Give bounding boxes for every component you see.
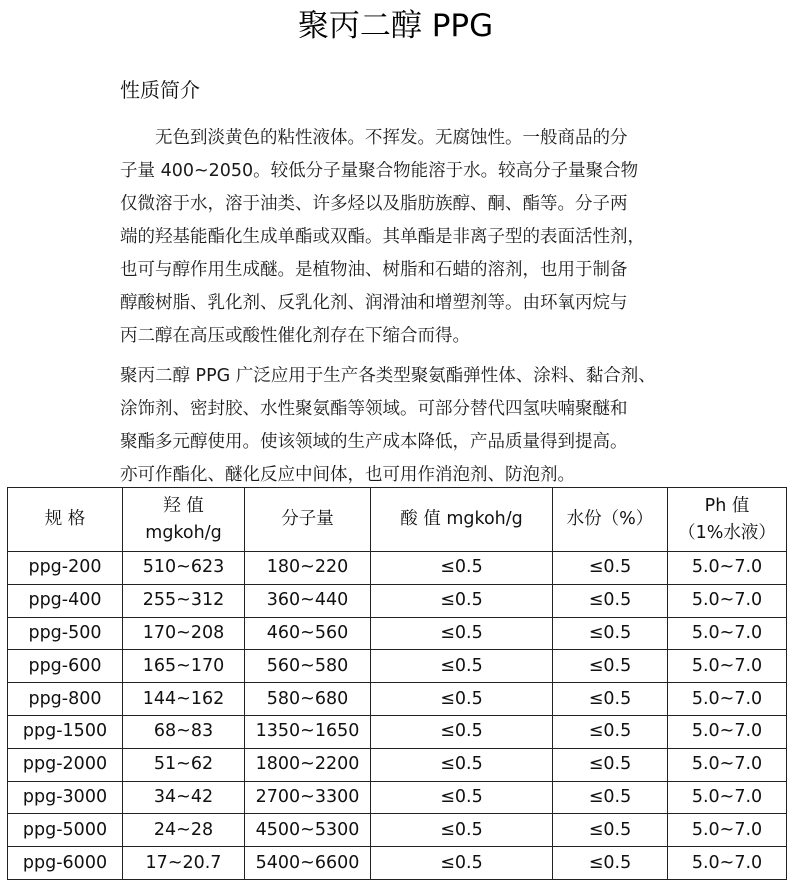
paragraph-line: 也可与醇作用生成醚。是植物油、树脂和石蜡的溶剂，也用于制备 [120,260,628,280]
cell-molecular-weight: 1350~1650 [245,715,371,748]
cell-water: ≤0.5 [553,748,668,781]
cell-acid: ≤0.5 [371,847,553,880]
cell-acid: ≤0.5 [371,552,553,585]
cell-ph: 5.0~7.0 [668,617,787,650]
paragraph-line: 醇酸树脂、乳化剂、反乳化剂、润滑油和增塑剂等。由环氧丙烷与 [120,293,628,313]
cell-hydroxyl: 255~312 [123,584,245,617]
cell-acid: ≤0.5 [371,814,553,847]
cell-ph: 5.0~7.0 [668,715,787,748]
cell-water: ≤0.5 [553,683,668,716]
cell-molecular-weight: 560~580 [245,650,371,683]
cell-hydroxyl: 165~170 [123,650,245,683]
cell-molecular-weight: 180~220 [245,552,371,585]
table-row [8,552,787,585]
paragraph-line: 聚丙二醇 PPG 广泛应用于生产各类型聚氨酯弹性体、涂料、黏合剂、 [120,366,656,386]
cell-water: ≤0.5 [553,715,668,748]
cell-spec: ppg-2000 [8,748,123,781]
table-row [8,847,787,880]
table-row [8,781,787,814]
cell-spec: ppg-6000 [8,847,123,880]
header-hydroxyl-line1: 羟 值 [163,495,204,516]
paragraph-line: 丙二醇在高压或酸性催化剂存在下缩合而得。 [120,326,470,346]
cell-water: ≤0.5 [553,617,668,650]
cell-hydroxyl: 17~20.7 [123,847,245,880]
cell-acid: ≤0.5 [371,748,553,781]
cell-molecular-weight: 360~440 [245,584,371,617]
cell-acid: ≤0.5 [371,617,553,650]
paragraph-line: 亦可作酯化、醚化反应中间体，也可用作消泡剂、防泡剂。 [120,465,575,485]
cell-molecular-weight: 2700~3300 [245,781,371,814]
cell-water: ≤0.5 [553,814,668,847]
cell-acid: ≤0.5 [371,584,553,617]
cell-hydroxyl: 24~28 [123,814,245,847]
cell-water: ≤0.5 [553,650,668,683]
cell-ph: 5.0~7.0 [668,683,787,716]
paragraph-line: 涂饰剂、密封胶、水性聚氨酯等领域。可部分替代四氢呋喃聚醚和 [120,399,628,419]
application-paragraph [120,360,710,492]
cell-ph: 5.0~7.0 [668,847,787,880]
cell-ph: 5.0~7.0 [668,552,787,585]
cell-ph: 5.0~7.0 [668,814,787,847]
cell-molecular-weight: 1800~2200 [245,748,371,781]
header-hydroxyl-line2: mgkoh/g [145,522,222,543]
cell-molecular-weight: 5400~6600 [245,847,371,880]
cell-molecular-weight: 580~680 [245,683,371,716]
cell-acid: ≤0.5 [371,650,553,683]
table-row [8,748,787,781]
table-header-row [8,488,787,552]
cell-acid: ≤0.5 [371,781,553,814]
paragraph-line: 无色到淡黄色的粘性液体。不挥发。无腐蚀性。一般商品的分 [155,128,628,148]
paragraph-line: 端的羟基能酯化生成单酯或双酯。其单酯是非离子型的表面活性剂， [120,227,645,247]
table-row [8,814,787,847]
cell-spec: ppg-500 [8,617,123,650]
header-acid-value: 酸 值 mgkoh/g [371,488,553,552]
header-ph-line1: Ph 值 [704,495,750,516]
cell-hydroxyl: 170~208 [123,617,245,650]
cell-ph: 5.0~7.0 [668,650,787,683]
header-ph [668,488,787,552]
cell-ph: 5.0~7.0 [668,748,787,781]
table-row [8,715,787,748]
cell-molecular-weight: 460~560 [245,617,371,650]
cell-acid: ≤0.5 [371,715,553,748]
cell-spec: ppg-600 [8,650,123,683]
cell-hydroxyl: 34~42 [123,781,245,814]
cell-spec: ppg-800 [8,683,123,716]
table-row [8,650,787,683]
cell-hydroxyl: 51~62 [123,748,245,781]
paragraph-line: 仅微溶于水，溶于油类、许多烃以及脂肪族醇、酮、酯等。分子两 [120,194,628,214]
page-title: 聚丙二醇 PPG [297,8,494,44]
cell-spec: ppg-400 [8,584,123,617]
table-row [8,584,787,617]
table-row [8,683,787,716]
cell-spec: ppg-1500 [8,715,123,748]
cell-acid: ≤0.5 [371,683,553,716]
cell-water: ≤0.5 [553,847,668,880]
section-heading: 性质简介 [120,78,200,102]
cell-spec: ppg-200 [8,552,123,585]
cell-hydroxyl: 68~83 [123,715,245,748]
cell-spec: ppg-5000 [8,814,123,847]
specification-table [7,487,787,880]
cell-water: ≤0.5 [553,552,668,585]
cell-water: ≤0.5 [553,584,668,617]
paragraph-line: 子量 400~2050。较低分子量聚合物能溶于水。较高分子量聚合物 [120,161,639,181]
intro-paragraph [120,122,710,353]
header-hydroxyl-value [123,488,245,552]
header-water: 水份（%） [553,488,668,552]
header-molecular-weight: 分子量 [245,488,371,552]
paragraph-line: 聚酯多元醇使用。使该领域的生产成本降低，产品质量得到提高。 [120,432,628,452]
cell-molecular-weight: 4500~5300 [245,814,371,847]
cell-water: ≤0.5 [553,781,668,814]
table-row [8,617,787,650]
cell-spec: ppg-3000 [8,781,123,814]
cell-ph: 5.0~7.0 [668,584,787,617]
cell-hydroxyl: 144~162 [123,683,245,716]
cell-ph: 5.0~7.0 [668,781,787,814]
header-spec: 规 格 [8,488,123,552]
header-ph-line2: （1%水液） [678,522,776,543]
cell-hydroxyl: 510~623 [123,552,245,585]
